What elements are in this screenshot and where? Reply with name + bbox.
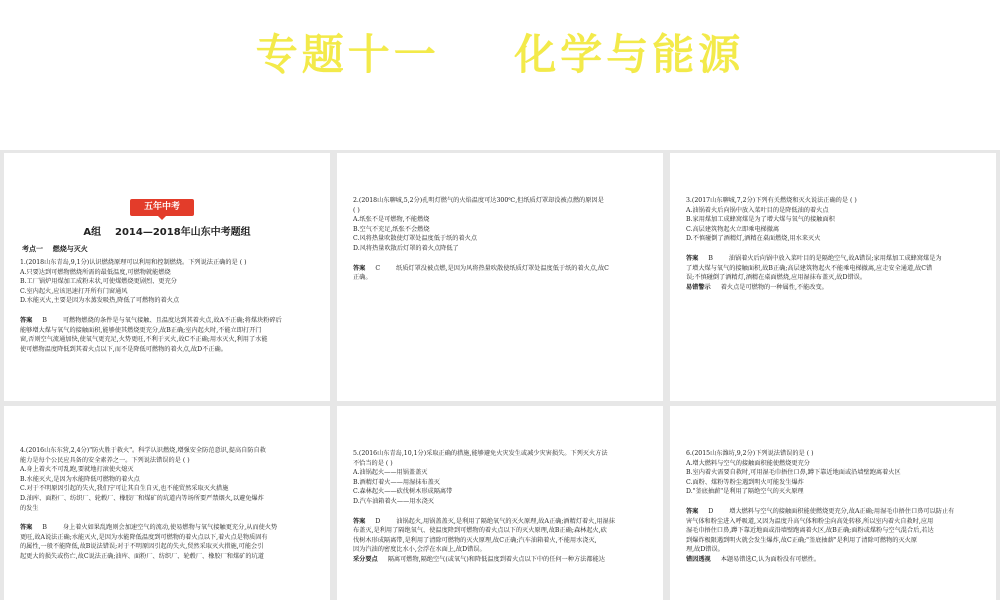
answer-text: 误;不慎碰倒了酒精灯,酒精在桌面燃烧,应用湿抹布盖灭,故D错误。 bbox=[686, 274, 867, 282]
option-d: 的发生 bbox=[20, 504, 39, 512]
page-title: 专题十一 化学与能源 bbox=[255, 30, 745, 79]
option-d: D.油库、面粉厂、纺织厂、轮毂厂、橡胶厂和煤矿的坑道内等场所要严禁烟火,以避免爆炸 bbox=[20, 495, 264, 503]
question-stem: 不恰当的是 ( ) bbox=[353, 459, 393, 467]
answer-letter: B bbox=[708, 255, 713, 263]
answer-letter: D bbox=[375, 517, 381, 525]
answer-text: 理,故D错误。 bbox=[686, 546, 724, 554]
slide-3[interactable] bbox=[670, 153, 996, 401]
answer-row bbox=[686, 254, 982, 264]
option-b: B.空气不充足,纸张不会燃烧 bbox=[353, 225, 430, 233]
question-stem: 1.(2018山东青岛,9,1分)认识燃烧原理可以利用和控制燃烧。下列说法正确的是 ( ) bbox=[20, 259, 247, 266]
answer-text: 伐树木形成隔离带,是利用了清除可燃物的灭火原理,故C正确;汽车油箱着火,不能用水浇灭, bbox=[353, 536, 597, 544]
question-content bbox=[686, 449, 982, 565]
point-title: 考点一 燃烧与灭火 bbox=[22, 245, 88, 253]
option-a: A.增大燃料与空气的接触面积能使燃烧更充分 bbox=[686, 459, 810, 467]
question-content bbox=[353, 449, 649, 565]
warning-row bbox=[686, 283, 982, 293]
answer-text: 到爆炸极限遇到明火就会发生爆炸,故C正确;"釜底抽薪"是利用了清除可燃物的灭火原 bbox=[686, 536, 918, 544]
answer-text: 能够增大煤与氧气的接触面积,能够使其燃烧更充分,故B正确;室内起火时,不能立即打开门 bbox=[20, 326, 262, 334]
answer-text: 正确。 bbox=[353, 274, 372, 282]
answer-text: 起更大的损失或伤亡,故C说法正确;油库、面粉厂、纺织厂、轮毂厂、橡胶厂和煤矿的坑道 bbox=[20, 553, 264, 561]
option-c: C.高层建筑物起火立即乘电梯撤离 bbox=[686, 225, 780, 233]
option-c: C.森林起火——砍伐树木形成隔离带 bbox=[353, 488, 453, 496]
tip-label: 采分要点 bbox=[353, 556, 378, 564]
tip-row bbox=[686, 555, 982, 565]
question-stem: 能力是每个公民应具备的安全素养之一。下列说法错误的是 ( ) bbox=[20, 456, 190, 464]
question-stem: 4.(2016山东东营,2,4分)"防火胜于救火"。科学认识燃烧,增强安全防范意识,提高自防自救 bbox=[20, 447, 266, 454]
question-content bbox=[20, 446, 316, 562]
option-d: D.汽车油箱着火——用水浇灭 bbox=[353, 498, 434, 506]
answer-text: 纸质灯罩没被点燃,是因为风将热量吹散使纸质灯罩处温度低于纸的着火点,故C bbox=[396, 264, 609, 272]
answer-row bbox=[686, 507, 982, 517]
tip-text: 本题易错选C,认为面粉没有可燃性。 bbox=[720, 556, 821, 564]
question-content bbox=[20, 258, 316, 354]
tip-label: 错因透视 bbox=[686, 556, 711, 564]
answer-text: 增大燃料与空气的接触面积能使燃烧更充分,故A正确;用湿毛巾捂住口鼻可以防止有 bbox=[729, 508, 955, 516]
answer-letter: B bbox=[42, 317, 47, 325]
slide-1[interactable] bbox=[4, 153, 330, 401]
option-b: B.家用煤加工成蜂窝煤是为了增大煤与氧气的接触面积 bbox=[686, 216, 835, 224]
option-b: B.酒精灯着火——用湿抹布盖灭 bbox=[353, 478, 440, 486]
question-content bbox=[686, 196, 982, 292]
question-stem: 5.(2016山东青岛,10,1分)采取正确的措施,能够避免火灾发生或减少灾害损失。下列灭火方法 bbox=[353, 450, 608, 457]
slide-4[interactable] bbox=[4, 406, 330, 600]
option-d: D."釜底抽薪"是利用了隔绝空气的灭火原理 bbox=[686, 488, 804, 496]
tip-text: 隔离可燃物,隔绝空气(或氧气)和降低温度到着火点以下中的任何一种方法都能达 bbox=[387, 556, 605, 564]
option-a: A.只要达到可燃物燃烧所需的最低温度,可燃物就能燃烧 bbox=[20, 268, 171, 276]
answer-letter: C bbox=[375, 264, 381, 272]
question-content bbox=[353, 196, 649, 283]
answer-row bbox=[20, 316, 316, 326]
answer-label: 答案 bbox=[686, 255, 699, 263]
option-a: A.纸张不是可燃物,不能燃烧 bbox=[353, 216, 430, 224]
warning-text: 着火点是可燃物的一种属性,不能改变。 bbox=[720, 283, 828, 291]
slide-6[interactable] bbox=[670, 406, 996, 600]
question-stem: 6.(2015山东潍坊,9,2分)下列说法错误的是 ( ) bbox=[686, 450, 814, 457]
question-stem: 2.(2018山东聊城,5,2分)孔明灯燃气的火焰温度可达300℃,但纸质灯罩却没被点燃的原因是 bbox=[353, 197, 604, 204]
tip-row bbox=[353, 555, 649, 565]
option-c: C.风将热量吹散使灯罩处温度低于纸的着火点 bbox=[353, 235, 478, 243]
option-d: D.风将热量吹散后灯罩的着火点降低了 bbox=[353, 245, 459, 253]
answer-text: 布盖灭,是利用了隔绝氧气、使温度降到可燃物的着火点以下的灭火原理,故B正确;森林起火,砍 bbox=[353, 527, 607, 535]
answer-text: 使可燃物温度降低到其着火点以下,而不是降低可燃物的着火点,故D不正确。 bbox=[20, 345, 227, 353]
answer-letter: D bbox=[708, 508, 714, 516]
warning-label: 易错警示 bbox=[686, 283, 711, 291]
question-stem: ( ) bbox=[353, 206, 360, 214]
answer-letter: B bbox=[42, 524, 47, 532]
question-stem: 3.(2017山东聊城,7,2分)下列有关燃烧和灭火说法正确的是 ( ) bbox=[686, 197, 857, 204]
option-c: C.室内起火,应该迅速打开所有门窗通风 bbox=[20, 287, 128, 295]
answer-text: 油锅起火,用锅盖盖灭,是利用了隔绝氧气的灭火原理,故A正确;酒精灯着火,用湿抹 bbox=[396, 517, 615, 525]
answer-text: 的属性,一般不能降低,故B说法错误;对于不明原因引起的失火,贸然采取灭火措施,可能会引 bbox=[20, 543, 264, 551]
option-a: A.油锅着火后向锅中放入菜叶目的是降低油的着火点 bbox=[686, 206, 829, 214]
answer-text: 油锅着火后向锅中放入菜叶目的是隔绝空气,故A错误;家用煤加工成蜂窝煤是为 bbox=[728, 255, 942, 263]
option-a: A.油锅起火——用锅盖盖灭 bbox=[353, 469, 428, 477]
answer-text: 因为汽油的密度比水小,会浮在水面上,故D错误。 bbox=[353, 546, 486, 554]
answer-text: 湿毛巾捂住口鼻,蹲下靠近地面或沿墙壁跑离着火区,故B正确;面粉或煤粉与空气混合后,若达 bbox=[686, 527, 934, 535]
option-b: B.水能灭火,是因为水能降低可燃物的着火点 bbox=[20, 475, 140, 483]
option-d: D.不慎碰倒了酒精灯,酒精在桌面燃烧,用水来灭火 bbox=[686, 235, 821, 243]
answer-text: 身上着火如果乱跑则会加速空气的流动,使易燃物与氧气接触更充分,从而使火势 bbox=[62, 524, 278, 532]
answer-text: 更旺,故A说法正确;水能灭火,是因为水能降低温度到可燃物的着火点以下,着火点是物质固有 bbox=[20, 533, 268, 541]
answer-text: 害气体和粉尘进入呼吸道,又因为温度升高气体和粉尘向高处转移,所以室内着火自救时,应用 bbox=[686, 517, 934, 525]
answer-row bbox=[20, 523, 316, 533]
answer-label: 答案 bbox=[353, 517, 366, 525]
option-c: C.面粉、煤粉等粉尘遇到明火可能发生爆炸 bbox=[686, 478, 804, 486]
option-c: C.对于不明原因引起的失火,我们宁可让其自生自灭,也不能贸然采取灭火措施 bbox=[20, 485, 229, 493]
option-d: D.水能灭火,主要是因为水蒸发吸热,降低了可燃物的着火点 bbox=[20, 297, 180, 305]
answer-label: 答案 bbox=[20, 524, 33, 532]
slide-2[interactable] bbox=[337, 153, 663, 401]
option-b: B.室内着火需要自救时,可用湿毛巾捂住口鼻,蹲下靠近地面或沿墙壁跑离着火区 bbox=[686, 469, 901, 477]
answer-text: 了增大煤与氧气的接触面积,故B正确;高层建筑物起火不能乘电梯撤离,应走安全通道,故C错 bbox=[686, 264, 933, 272]
slide-5[interactable] bbox=[337, 406, 663, 600]
answer-row bbox=[353, 264, 649, 274]
answer-text: 窗,否则空气流通加快,使氧气更充足,火势更旺,不利于灭火,故C不正确;用水灭火,利用了水能 bbox=[20, 336, 268, 344]
answer-row bbox=[353, 517, 649, 527]
option-a: A.身上着火不可乱跑,要就地打滚使火熄灭 bbox=[20, 466, 134, 474]
option-b: B.工厂锅炉用煤加工成粉末状,可使煤燃烧更剧烈、更充分 bbox=[20, 278, 177, 286]
section-badge: 五年中考 bbox=[130, 199, 194, 216]
answer-label: 答案 bbox=[353, 264, 366, 272]
answer-text: 可燃物燃烧的条件是与氧气接触、且温度达到其着火点,故A不正确;将煤块粉碎后 bbox=[62, 317, 282, 325]
answer-label: 答案 bbox=[20, 317, 33, 325]
answer-label: 答案 bbox=[686, 508, 699, 516]
group-title: A组 2014—2018年山东中考题组 bbox=[83, 227, 251, 238]
